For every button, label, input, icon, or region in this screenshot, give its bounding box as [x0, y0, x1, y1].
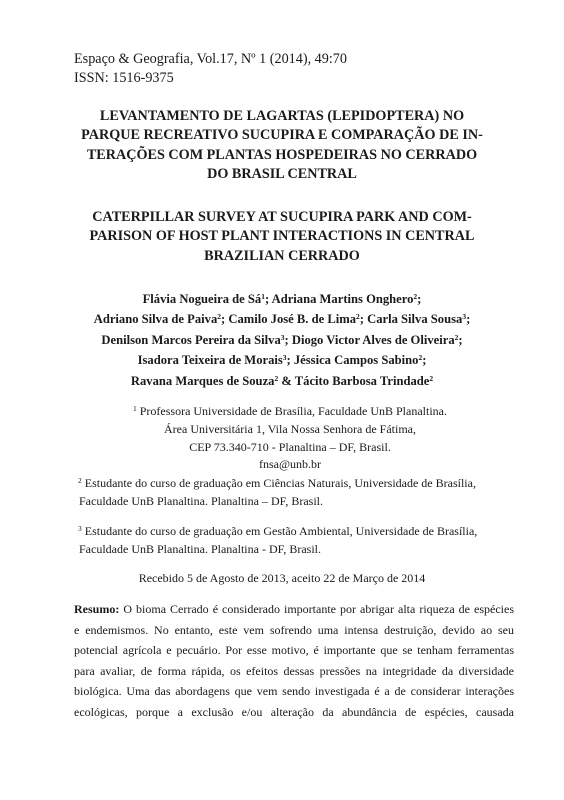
author-line: Isadora Teixeira de Morais$^3$; Jéssica Campos Sabino$^2$; — [137, 353, 427, 368]
author-affiliation-marker: 2 — [413, 292, 418, 301]
abstract-line: potencial agrícola e pecuário. Por esse motivo, é importante que se tenham ferramentas — [74, 643, 514, 658]
abstract-label: Resumo: — [74, 602, 120, 616]
abstract-line: Resumo: O bioma Cerrado é considerado importante por abrigar alta riqueza de espécies — [74, 602, 514, 616]
affiliation-1-line: Área Universitária 1, Vila Nossa Senhora de Fátima, — [164, 421, 416, 436]
author-name: Ravana Marques de Souza$^2$ — [130, 373, 279, 388]
affiliation-1-line: CEP 73.340-710 - Planaltina – DF, Brasil. — [189, 439, 391, 454]
affiliation-marker: 2 — [78, 476, 82, 485]
author-affiliation-marker: 1 — [261, 292, 265, 301]
author-name: Denilson Marcos Pereira da Silva$^3$ — [101, 332, 285, 347]
author-affiliation-marker: 3 — [282, 353, 287, 363]
title-en-line: PARISON OF HOST PLANT INTERACTIONS IN CENTRAL — [89, 228, 475, 245]
title-portuguese — [60, 107, 504, 185]
author-name: Camilo José B. de Lima$^2$ — [228, 312, 360, 327]
author-name: Flávia Nogueira de $Sá^1$ — [142, 292, 265, 306]
author-name: Tácito Barbosa Trindade$^2$ — [294, 373, 434, 388]
author-line: Ravana Marques de Souza$^2$ & Tácito Barbosa Trindade$^2$ — [130, 373, 434, 388]
author-affiliation-marker: 2 — [356, 312, 360, 322]
journal-issn: ISSN: 1516-9375 — [74, 70, 174, 86]
author-affiliation-marker: 3 — [462, 312, 467, 322]
affiliation-3 — [78, 520, 518, 559]
affiliation-marker: 3 — [78, 524, 82, 533]
received-date: Recebido 5 de Agosto de 2013, aceito 22 de Março de 2014 — [138, 571, 426, 585]
author-name: Carla Silva Sousa$^3$ — [367, 312, 467, 327]
title-pt-line: LEVANTAMENTO DE LAGARTAS (LEPIDOPTERA) NO — [99, 108, 465, 124]
journal-citation: Espaço & Geografia, Vol.17, Nº 1 (2014), 49:70 — [74, 51, 347, 67]
author-list — [50, 288, 514, 390]
affiliation-2-line: Faculdade UnB Planaltina. Planaltina – DF, Brasil. — [79, 493, 324, 508]
affiliation-3-line: Faculdade UnB Planaltina. Planaltina - DF, Brasil. — [79, 541, 321, 556]
author-line: Adriano Silva de Paiva$^2$; Camilo José B. de Lima$^2$; Carla Silva Sousa$^3$; — [93, 312, 471, 327]
affiliation-2-line: $^2$ Estudante do curso de graduação em Ciências Naturais, Universidade de Brasília, — [78, 476, 476, 490]
affiliation-email: fnsa@unb.br — [258, 457, 322, 472]
author-affiliation-marker: 2 — [418, 353, 423, 363]
title-en-line: BRAZILIAN CERRADO — [204, 247, 360, 264]
title-pt-line: DO BRASIL CENTRAL — [207, 166, 357, 183]
affiliation-1-line: $^1$ Professora Universidade de Brasília, Faculdade UnB Planaltina. — [132, 404, 447, 418]
journal-header — [74, 50, 347, 88]
author-affiliation-marker: 2 — [429, 373, 434, 383]
abstract-line: para avaliar, de forma rápida, os efeitos dessas pressões na integridade da diversidade — [74, 663, 514, 678]
affiliation-3-line: $^3$ Estudante do curso de graduação em Gestão Ambiental, Universidade de Brasília, — [78, 524, 478, 538]
affiliation-2 — [78, 472, 518, 511]
author-affiliation-marker: 2 — [217, 312, 221, 322]
author-name: Adriano Silva de Paiva$^2$ — [93, 312, 221, 327]
affiliation-marker: 1 — [132, 404, 137, 413]
abstract — [74, 599, 514, 723]
title-en-line: CATERPILLAR SURVEY AT SUCUPIRA PARK AND COM- — [92, 209, 472, 225]
author-name: Isadora Teixeira de Morais$^3$ — [137, 353, 287, 368]
author-name: Jéssica Campos Sabino$^2$ — [293, 353, 423, 368]
author-line: Flávia Nogueira de $Sá^1$; Adriana Martins Onghero$^2$; — [142, 292, 422, 306]
author-name: Diogo Victor Alves de Oliveira$^2$ — [291, 332, 459, 347]
author-affiliation-marker: 2 — [274, 373, 279, 383]
title-pt-line: TERAÇÕES COM PLANTAS HOSPEDEIRAS NO CERRADO — [86, 146, 478, 163]
abstract-line: e endemismos. No entanto, este vem sofrendo uma intensa destruição, devido ao seu — [74, 622, 514, 637]
affiliation-1 — [125, 400, 455, 474]
author-affiliation-marker: 3 — [280, 332, 285, 342]
author-line: Denilson Marcos Pereira da Silva$^3$; Diogo Victor Alves de Oliveira$^2$; — [101, 332, 463, 347]
author-affiliation-marker: 2 — [454, 332, 459, 342]
title-english — [60, 208, 504, 266]
title-pt-line: PARQUE RECREATIVO SUCUPIRA E COMPARAÇÃO DE IN- — [81, 127, 483, 144]
abstract-line: ecológicas, porque a exclusão e/ou alteração da abundância de espécies, causada — [74, 704, 514, 719]
author-name: Adriana Martins Onghero$^2$ — [271, 292, 418, 306]
abstract-line: biológica. Uma das abordagens que vem sendo investigada é a de considerar interações — [74, 684, 514, 699]
